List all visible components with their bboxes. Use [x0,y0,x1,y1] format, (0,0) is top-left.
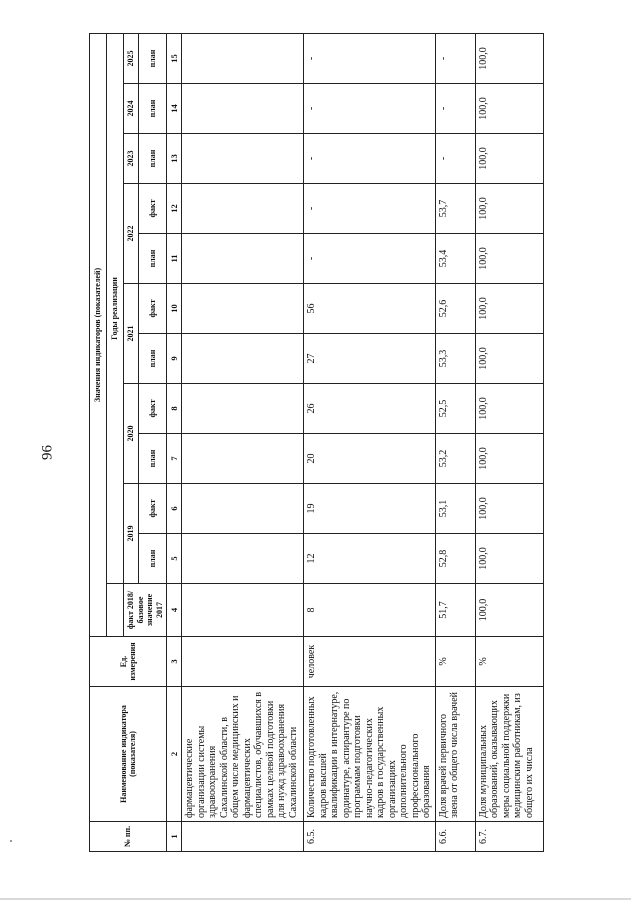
row-base: 100,0 [475,584,543,637]
row-value: 52,5 [435,384,475,434]
header-fact: факт [138,484,167,534]
header-plan: план [138,334,167,384]
row-value: - [304,134,436,184]
row-value: 100,0 [475,434,543,484]
row-unit: человек [304,637,436,687]
header-fact: факт [138,384,167,434]
row-value: - [304,84,436,134]
row-value: 100,0 [475,134,543,184]
header-plan: план [138,33,167,83]
header-indicator-values: Значения индикаторов (показателей) [90,33,107,636]
header-no: № пп. [90,822,167,852]
column-number: 2 [167,687,182,822]
row-value: 12 [304,534,436,584]
row-no: 6.7. [475,822,543,852]
header-year-2022: 2022 [124,184,139,284]
row-value: 100,0 [475,33,543,83]
rotated-table-container [89,34,605,852]
header-year-2019: 2019 [124,484,139,584]
row-value: 56 [304,284,436,334]
row-value: 52,6 [435,284,475,334]
header-plan: план [138,234,167,284]
row-value: 100,0 [475,384,543,434]
row-value [182,33,304,83]
row-value: 100,0 [475,534,543,584]
header-plan: план [138,534,167,584]
header-fact: факт [138,284,167,334]
column-number: 5 [167,534,182,584]
row-no [182,822,304,852]
row-value: 100,0 [475,484,543,534]
table-row [435,33,475,851]
row-value: - [304,33,436,83]
row-base: 8 [304,584,436,637]
row-value: 52,8 [435,534,475,584]
row-value [182,334,304,384]
column-number: 6 [167,484,182,534]
row-value: 19 [304,484,436,534]
header-year-2025: 2025 [124,33,139,83]
column-number: 11 [167,234,182,284]
indicator-table [89,33,544,852]
row-value: 53,2 [435,434,475,484]
row-value [182,384,304,434]
row-value [182,284,304,334]
row-value: 26 [304,384,436,434]
row-value: 53,3 [435,334,475,384]
header-base: факт 2018/базовое значение 2017 [124,584,167,637]
row-value [182,84,304,134]
row-value [182,484,304,534]
row-value: - [304,234,436,284]
row-value [182,434,304,484]
column-number: 7 [167,434,182,484]
header-plan: план [138,434,167,484]
table-row [182,33,304,851]
column-number: 8 [167,384,182,434]
header-plan: план [138,84,167,134]
row-value: 100,0 [475,234,543,284]
header-empty-cell [107,584,124,637]
row-value: 100,0 [475,84,543,134]
row-value: 53,4 [435,234,475,284]
row-value: - [304,184,436,234]
column-number: 12 [167,184,182,234]
column-number: 10 [167,284,182,334]
column-number: 13 [167,134,182,184]
column-number: 4 [167,584,182,637]
row-unit: % [475,637,543,687]
row-value: 100,0 [475,184,543,234]
row-unit [182,637,304,687]
scan-edge-line [0,898,631,900]
row-value: - [435,33,475,83]
row-value: 100,0 [475,284,543,334]
column-number: 1 [167,822,182,852]
row-base: 51,7 [435,584,475,637]
column-number: 15 [167,33,182,83]
row-value: - [435,84,475,134]
header-year-2023: 2023 [124,134,139,184]
column-number: 9 [167,334,182,384]
row-value [182,184,304,234]
row-name: фармацевтические организации системы здравоохранения Сахалинской области, в общем числе медицинских и фармацевтических специалистов, обучавшихся в рамках целевой подготовки для нужд здравоохранения Сахалинской области [182,687,304,822]
row-value [182,534,304,584]
column-number: 14 [167,84,182,134]
table-row [475,33,543,851]
header-year-2024: 2024 [124,84,139,134]
column-number: 3 [167,637,182,687]
header-year-2020: 2020 [124,384,139,484]
row-unit: % [435,637,475,687]
row-value: 20 [304,434,436,484]
row-name: Доля муниципальных образований, оказывающих меры социальной поддержки медицинским работникам, из общего их числа [475,687,543,822]
row-base [182,584,304,637]
header-year-2021: 2021 [124,284,139,384]
row-value [182,134,304,184]
header-fact: факт [138,184,167,234]
row-name: Доля врачей первичного звена от общего числа врачей [435,687,475,822]
table-row [304,33,436,851]
row-value: 53,1 [435,484,475,534]
row-value: 53,7 [435,184,475,234]
row-value: 100,0 [475,334,543,384]
page-number: 96 [39,445,56,460]
header-name: Наименование индикатора (показателя) [90,687,167,822]
scan-artifact [10,840,12,842]
row-value: 27 [304,334,436,384]
row-value [182,234,304,284]
header-years-of-realization: Годы реализации [107,33,124,583]
header-plan: план [138,134,167,184]
row-value: - [435,134,475,184]
header-unit: Ед. измерения [90,637,167,687]
row-no: 6.6. [435,822,475,852]
row-no: 6.5. [304,822,436,852]
row-name: Количество подготовленных кадров высшей квалификации в интернатуре, ординатуре, аспирантуре по программам подготовки научно-педагогических кадров в государственных организациях дополнительного профессионального образования [304,687,436,822]
